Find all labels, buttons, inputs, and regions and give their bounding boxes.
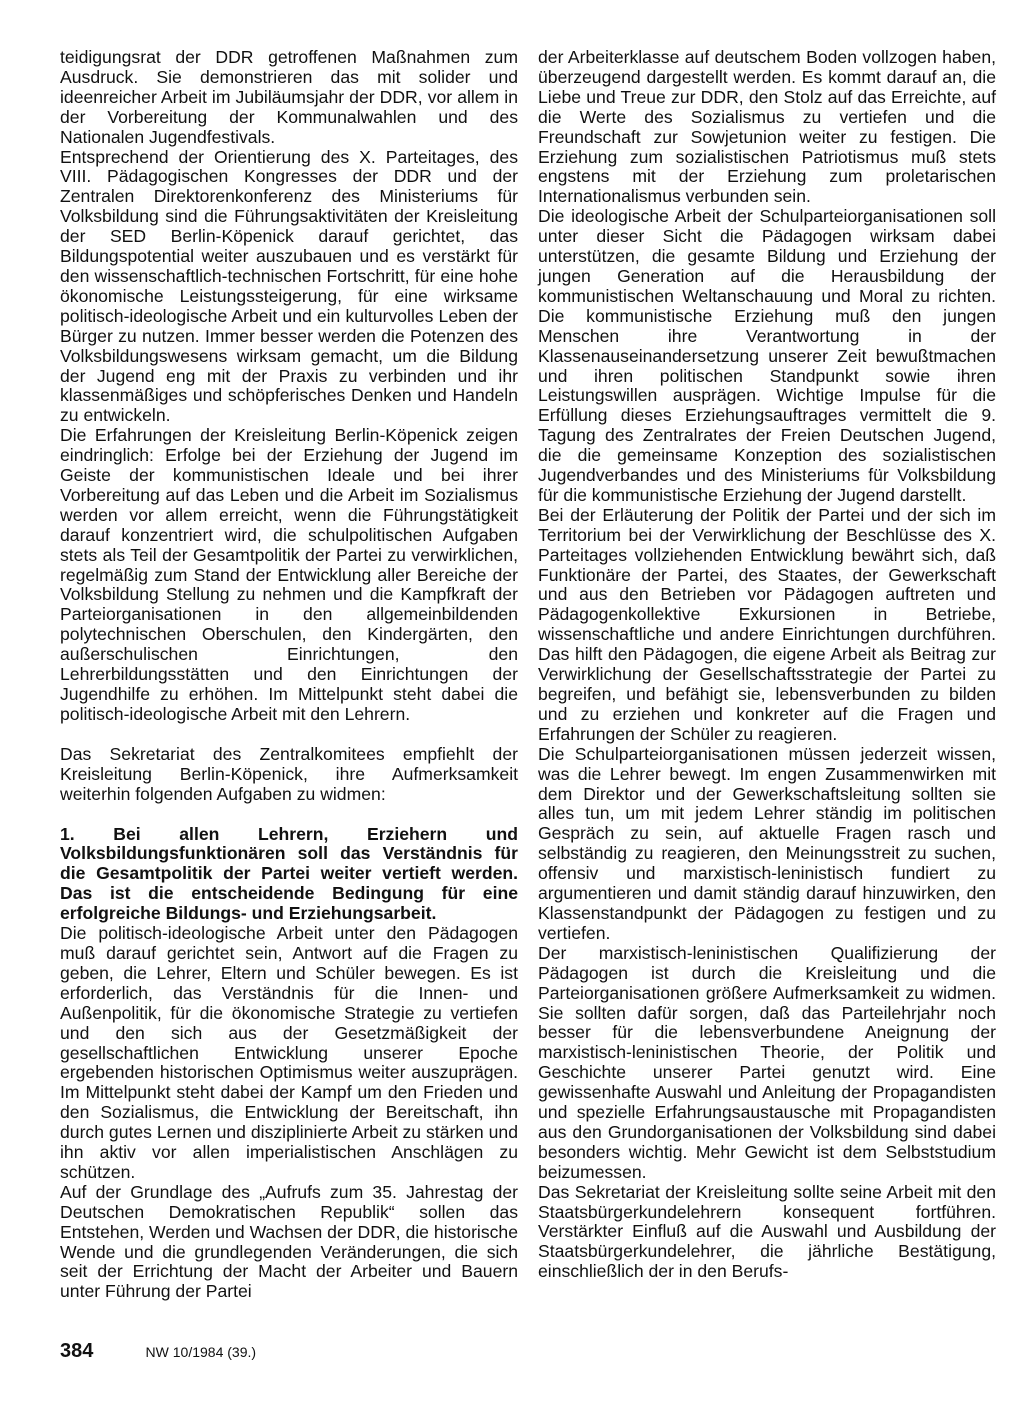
- paragraph: Bei der Erläuterung der Politik der Partei und der sich im Territorium bei der Verwirklichung der Beschlüsse des X. Parteitages vollziehenden Entwicklung bewährt sich, daß Funktionäre der Partei, des Staates, der Gewerkschaft und aus den Betrieben vor Pädagogen auftreten und Pädagogenkollektive Exkursionen in Betriebe, wissenschaftliche und andere Einrichtungen durchführen. Das hilft den Pädagogen, die eigene Arbeit als Beitrag zur Verwirklichung der Gesellschaftsstrategie der Partei zu begreifen, und befähigt sie, lebensverbunden zu bilden und zu erziehen und konkreter auf die Fragen und Erfahrungen der Schüler zu reagieren.: [538, 504, 996, 744]
- paragraph: Der marxistisch-leninistischen Qualifizierung der Pädagogen ist durch die Kreisleitung und die Parteiorganisationen größere Aufmerksamkeit zu widmen. Sie sollten dafür sorgen, daß das Parteilehrjahr noch besser für die lebensverbundene Aneignung der marxistisch-leninistischen Theorie, der Politik und Geschichte unserer Partei genutzt wird. Eine gewissenhafte Auswahl und Anleitung der Propagandisten und spezielle Erfahrungsaustausche mit Propagandisten aus den Grundorganisationen der Volksbildung sind dabei besonders wichtig. Mehr Gewicht ist dem Selbststudium beizumessen.: [538, 942, 996, 1182]
- paragraph: Das Sekretariat der Kreisleitung sollte seine Arbeit mit den Staatsbürgerkundelehrern konsequent fortführen. Verstärkter Einfluß auf die Auswahl und Ausbildung der Staatsbürgerkundelehrer, die jährliche Bestätigung, einschließlich der in den Berufs-: [538, 1181, 996, 1282]
- paragraph: teidigungsrat der DDR getroffenen Maßnahmen zum Ausdruck. Sie demonstrieren das mit solider und ideenreicher Arbeit im Jubiläumsjahr der DDR, vor allem in der Vorbereitung der Kommunalwahlen und des Nationalen Jugendfestivals.: [60, 47, 518, 147]
- page-footer: [60, 1340, 256, 1363]
- paragraph: Die politisch-ideologische Arbeit unter den Pädagogen muß darauf gerichtet sein, Antwort auf die Fragen zu geben, die Lehrer, Eltern und Schüler bewegen. Es ist erforderlich, das Verständnis für die Innen- und Außenpolitik, für die ökonomische Strategie zu vertiefen und den sich aus der Gesetzmäßigkeit der gesellschaftlichen Entwicklung unserer Epoche ergebenden historischen Optimismus weiter auszuprägen. Im Mittelpunkt steht dabei der Kampf um den Frieden und den Sozialismus, die Entwicklung der Bereitschaft, ihn durch gutes Lernen und disziplinierte Arbeit zu stärken und ihn aktiv vor allen imperialistischen Anschlägen zu schützen.: [60, 923, 518, 1182]
- right-column: [538, 48, 996, 1282]
- paragraph: der Arbeiterklasse auf deutschem Boden vollzogen haben, überzeugend dargestellt werden. Es kommt darauf an, die Liebe und Treue zur DDR, den Stolz auf das Erreichte, auf die Werte des Sozialismus zu vertiefen und die Freundschaft zur Sowjetunion weiter zu festigen. Die Erziehung zum sozialistischen Patriotismus muß stets engstens mit der Erziehung zum proletarischen Internationalismus verbunden sein.: [538, 47, 996, 207]
- paragraph: Die Schulparteiorganisationen müssen jederzeit wissen, was die Lehrer bewegt. Im engen Zusammenwirken mit dem Direktor und der Gewerkschaftsleitung sollten sie alles tun, um mit jedem Lehrer ständig im politischen Gespräch zu sein, auf aktuelle Fragen rasch und selbständig zu reagieren, den Meinungsstreit zu suchen, offensiv und marxistisch-leninistisch fundiert zu argumentieren und damit ständig darauf hinzuwirken, den Klassenstandpunkt der Pädagogen zu festigen und zu vertiefen.: [538, 743, 996, 943]
- section-heading: 1. Bei allen Lehrern, Erziehern und Volksbildungsfunktionären soll das Verständnis für die Gesamtpolitik der Partei weiter vertieft werden. Das ist die entscheidende Bedingung für eine erfolgreiche Bildungs- und Erziehungsarbeit.: [60, 823, 518, 924]
- paragraph: Entsprechend der Orientierung des X. Parteitages, des VIII. Pädagogischen Kongresses der DDR und der Zentralen Direktorenkonferenz des Ministeriums für Volksbildung sind die Führungsaktivitäten der Kreisleitung der SED Berlin-Köpenick darauf gerichtet, das Bildungspotential weiter auszubauen und es verstärkt für den wissenschaftlich-technischen Fortschritt, für eine hohe ökonomische Leistungssteigerung, für eine wirksame politisch-ideologische Arbeit und ein kulturvolles Leben der Bürger zu nutzen. Immer besser werden die Potenzen des Volksbildungswesens wirksam gemacht, um die Bildung der Jugend eng mit der Praxis zu verbinden und ihr klassenmäßiges und schöpferisches Denken und Handeln zu entwickeln.: [60, 146, 518, 426]
- issue-reference: NW 10/1984 (39.): [145, 1344, 257, 1360]
- paragraph: Die ideologische Arbeit der Schulparteiorganisationen soll unter dieser Sicht die Pädagogen wirksam dabei unterstützen, die gesamte Bildung und Erziehung der jungen Generation auf die Herausbildung der kommunistischen Weltanschauung und Moral zu richten. Die kommunistische Erziehung muß den jungen Menschen ihre Verantwortung in der Klassenauseinandersetzung unserer Zeit bewußtmachen und ihren politischen Standpunkt sowie ihren Leistungswillen ausprägen. Wichtige Impulse für die Erfüllung dieses Erziehungsauftrages vermittelt die 9. Tagung des Zentralrates der Freien Deutschen Jugend, die die gemeinsame Konzeption des sozialistischen Jugendverbandes und des Ministeriums für Volksbildung für die kommunistische Erziehung der Jugend darstellt.: [538, 206, 996, 505]
- left-column: [60, 48, 518, 1302]
- paragraph: Die Erfahrungen der Kreisleitung Berlin-Köpenick zeigen eindringlich: Erfolge bei der Erziehung der Jugend im Geiste der kommunistischen Ideale und bei ihrer Vorbereitung auf das Leben und die Arbeit im Sozialismus werden vor allem erreicht, wenn die Führungstätigkeit darauf konzentriert wird, die schulpolitischen Aufgaben stets als Teil der Gesamtpolitik der Partei zu verwirklichen, regelmäßig zum Stand der Entwicklung aller Bereiche der Volksbildung Stellung zu nehmen und die Kampfkraft der Parteiorganisationen in den allgemeinbildenden polytechnischen Oberschulen, den Kindergärten, den außerschulischen Einrichtungen, den Lehrerbildungsstätten und den Einrichtungen der Jugendhilfe zu erhöhen. Im Mittelpunkt steht dabei die politisch-ideologische Arbeit mit den Lehrern.: [60, 425, 518, 724]
- paragraph: Auf der Grundlage des „Aufrufs zum 35. Jahrestag der Deutschen Demokratischen Republik“ sollen das Entstehen, Werden und Wachsen der DDR, die historische Wende und die grundlegenden Veränderungen, die sich seit der Errichtung der Macht der Arbeiter und Bauern unter Führung der Partei: [60, 1181, 518, 1302]
- page-number: 384: [60, 1340, 94, 1362]
- paragraph: Das Sekretariat des Zentralkomitees empfiehlt der Kreisleitung Berlin-Köpenick, ihre Aufmerksamkeit weiterhin folgenden Aufgaben zu widmen:: [60, 743, 518, 804]
